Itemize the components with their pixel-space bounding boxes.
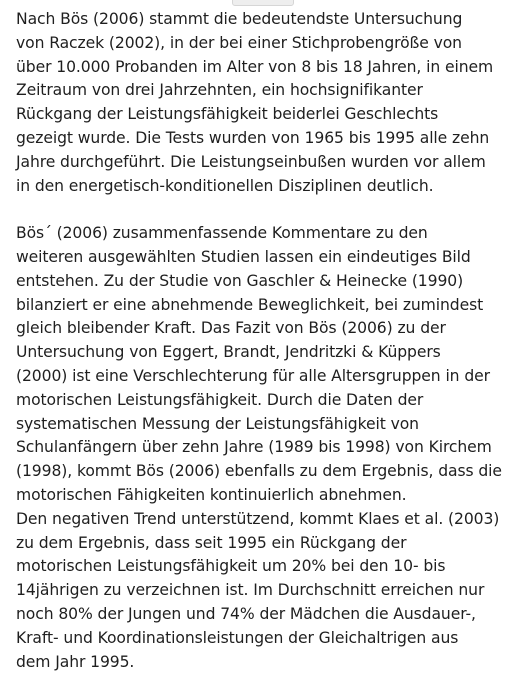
document-body	[16, 8, 527, 674]
top-cropped-element	[0, 0, 527, 6]
paragraph-klaes-study: Den negativen Trend unterstützend, kommt Klaes et al. (2003) zu dem Ergebnis, dass seit 1995 ein Rückgang der motorischen Leistungsfähigkeit um 20% bei den 10- bis 14jährigen zu verzeichnen ist. Im Durchschnitt erreichen nur noch 80% der Jungen und 74% der Mädchen die Ausdauer-, Kraft- und Koordinationsleistungen der Gleichaltrigen aus dem Jahr 1995.	[16, 509, 500, 671]
cropped-pill	[232, 0, 294, 6]
paragraph-further-studies: Bös´ (2006) zusammenfassende Kommentare zu den weiteren ausgewählten Studien lassen ein eindeutiges Bild entstehen. Zu der Studie von Gaschler & Heinecke (1990) bilanziert er eine abnehmende Beweglichkeit, bei zumindest gleich bleibender Kraft. Das Fazit von Bös (2006) zu der Untersuchung von Eggert, Brandt, Jendritzki & Küppers (2000) ist eine Verschlechterung für alle Altersgruppen in der motorischen Leistungsfähigkeit. Durch die Daten der systematischen Messung der Leistungsfähigkeit von Schulanfängern über zehn Jahre (1989 bis 1998) von Kirchem (1998), kommt Bös (2006) ebenfalls zu dem Ergebnis, dass die motorischen Fähigkeiten kontinuierlich abnehmen.	[16, 224, 502, 504]
paragraph-raczek-study: Nach Bös (2006) stammt die bedeutendste Untersuchung von Raczek (2002), in der bei einer Stichprobengröße von über 10.000 Probanden im Alter von 8 bis 18 Jahren, in einem Zeitraum von drei Jahrzehnten, ein hochsignifikanter Rückgang der Leistungsfähigkeit beiderlei Geschlechts gezeigt wurde. Die Tests wurden von 1965 bis 1995 alle zehn Jahre durchgeführt. Die Leistungseinbußen wurden vor allem in den energetisch-konditionellen Disziplinen deutlich.	[16, 10, 494, 195]
